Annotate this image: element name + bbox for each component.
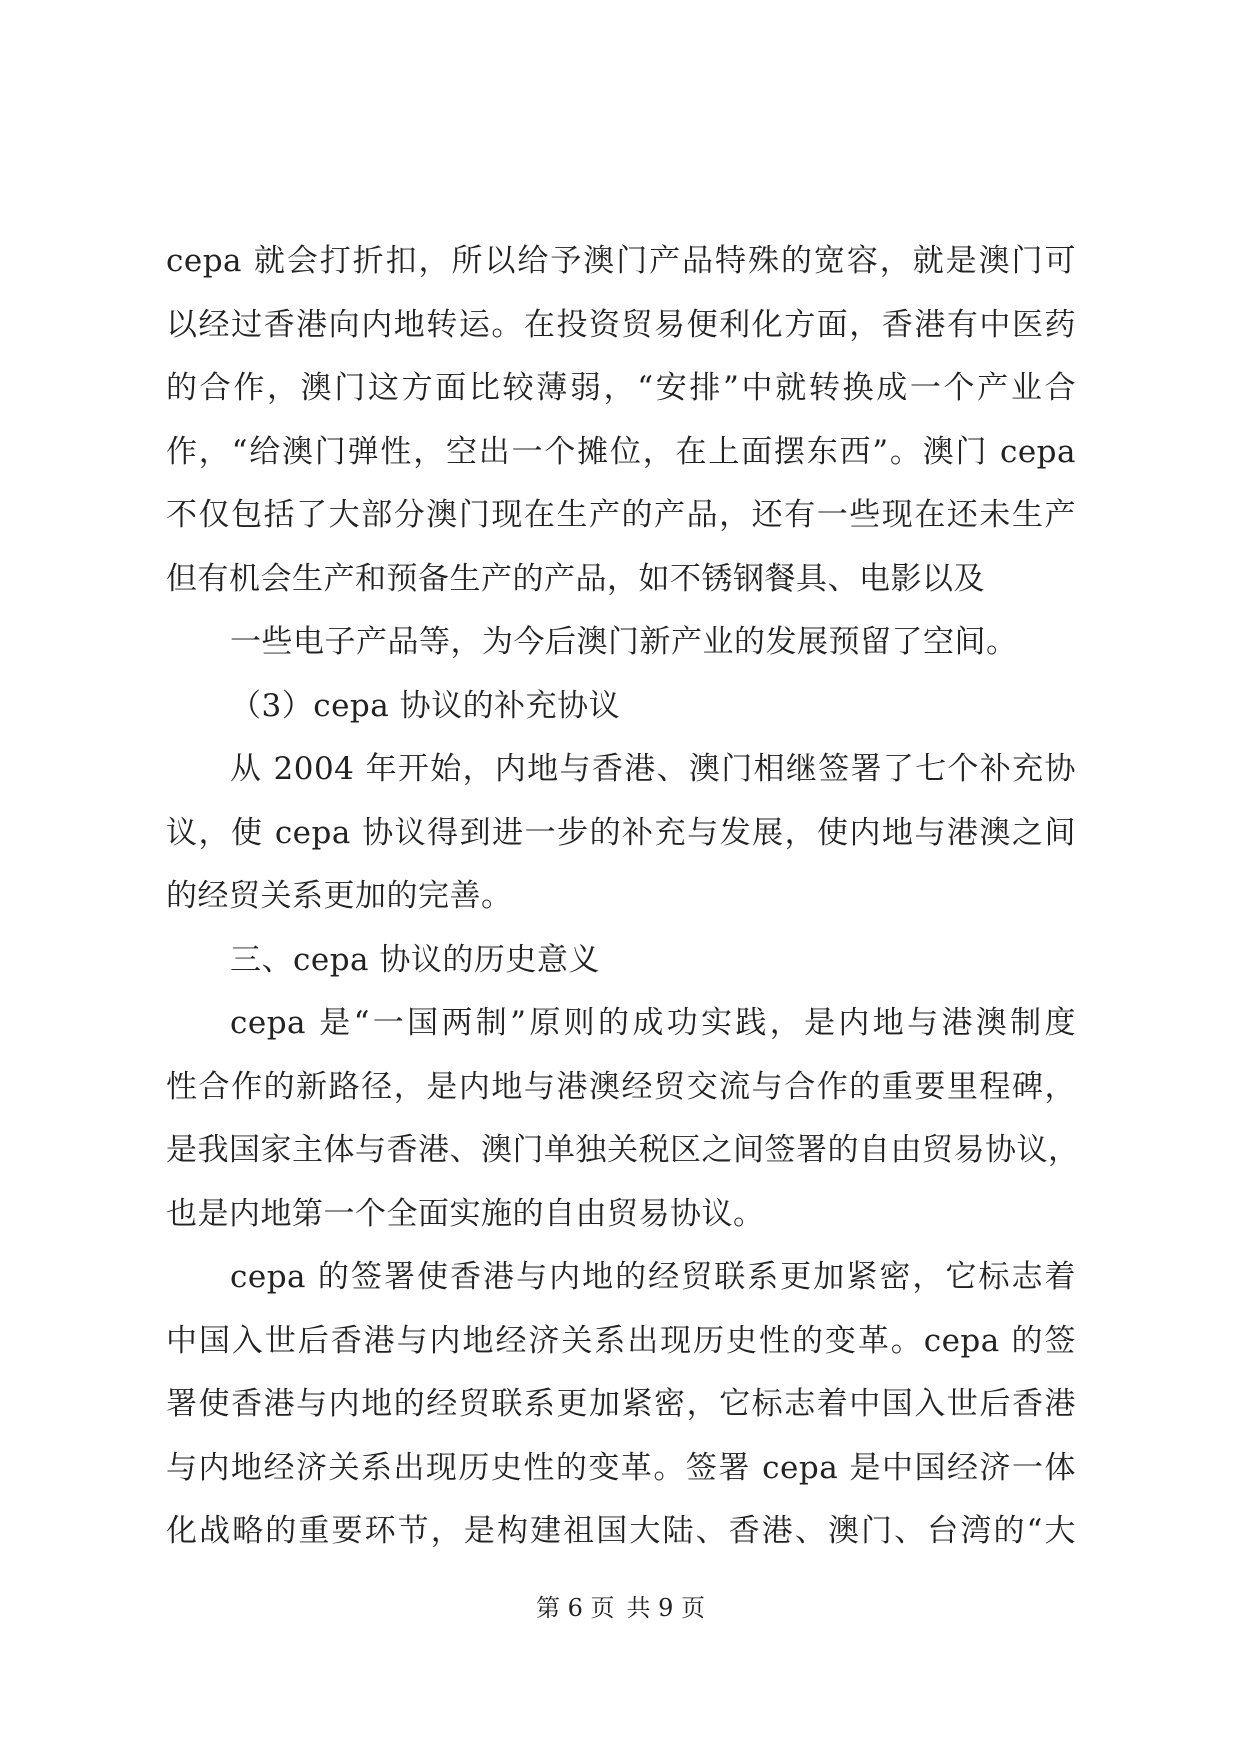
text-line: 化战略的重要环节，是构建祖国大陆、香港、澳门、台湾的“大 <box>166 1513 1076 1549</box>
text-line: 但有机会生产和预备生产的产品，如不锈钢餐具、电影以及 <box>166 560 985 597</box>
text-line: cepa 的签署使香港与内地的经贸联系更加紧密，它标志着 <box>230 1259 1076 1295</box>
text-line: 署使香港与内地的经贸联系更加紧密，它标志着中国入世后香港 <box>166 1386 1076 1422</box>
section-heading: （3）cepa 协议的补充协议 <box>230 687 621 724</box>
text-line: 不仅包括了大部分澳门现在生产的产品，还有一些现在还未生产 <box>166 497 1076 533</box>
text-line: 一些电子产品等，为今后澳门新产业的发展预留了空间。 <box>230 624 1018 660</box>
text-line: 也是内地第一个全面实施的自由贸易协议。 <box>166 1195 765 1232</box>
page-footer <box>0 1590 1241 1626</box>
text-line: 是我国家主体与香港、澳门单独关税区之间签署的自由贸易协议， <box>166 1132 1080 1168</box>
page-number: 第 6 页 <box>535 1594 615 1622</box>
text-line: 性合作的新路径，是内地与港澳经贸交流与合作的重要里程碑， <box>166 1068 1076 1105</box>
text-line: 以经过香港向内地转运。在投资贸易便利化方面，香港有中医药 <box>166 306 1076 343</box>
text-line: 的经贸关系更加的完善。 <box>166 878 513 914</box>
text-line: cepa 是“一国两制”原则的成功实践，是内地与港澳制度 <box>230 1005 1076 1041</box>
text-line: 从 2004 年开始，内地与香港、澳门相继签署了七个补充协 <box>230 751 1076 787</box>
section-heading: 三、cepa 协议的历史意义 <box>230 941 600 978</box>
text-line: 与内地经济关系出现历史性的变革。签署 cepa 是中国经济一体 <box>166 1449 1076 1486</box>
text-line: 中国入世后香港与内地经济关系出现历史性的变革。cepa 的签 <box>166 1322 1076 1359</box>
text-line: 的合作，澳门这方面比较薄弱，“安排”中就转换成一个产业合 <box>166 370 1076 406</box>
page-total: 共 9 页 <box>626 1594 706 1622</box>
body-text <box>166 230 1080 1564</box>
text-line: cepa 就会打折扣，所以给予澳门产品特殊的宽容，就是澳门可 <box>166 243 1076 279</box>
text-line: 议，使 cepa 协议得到进一步的补充与发展，使内地与港澳之间 <box>166 814 1076 851</box>
text-line: 作，“给澳门弹性，空出一个摊位，在上面摆东西”。澳门 cepa <box>166 433 1076 470</box>
